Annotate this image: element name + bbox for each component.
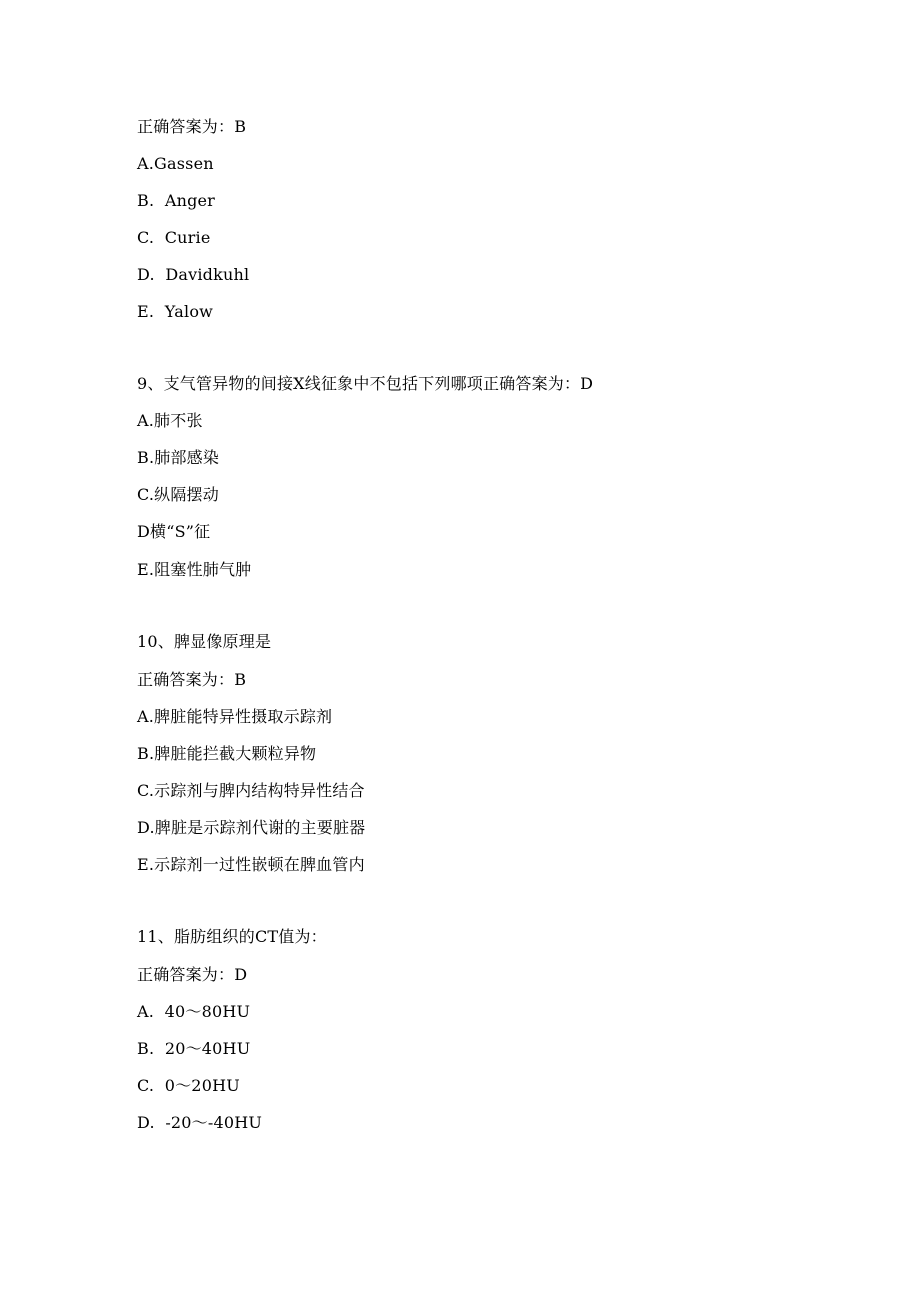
q11-option-c: C. 0～20HU: [137, 1076, 240, 1095]
q10-answer: 正确答案为：B: [137, 670, 247, 689]
q10-question: 10、脾显像原理是: [137, 632, 272, 651]
q8-option-a: A.Gassen: [137, 154, 214, 173]
q9-option-e: E.阻塞性肺气肿: [137, 560, 252, 579]
q8-answer: 正确答案为：B: [137, 117, 247, 136]
q10-option-a: A.脾脏能特异性摄取示踪剂: [137, 707, 333, 726]
q9-option-c: C.纵隔摆动: [137, 485, 219, 504]
q11-option-a: A. 40～80HU: [137, 1002, 251, 1021]
q11-option-b: B. 20～40HU: [137, 1039, 251, 1058]
q8-option-e: E. Yalow: [137, 302, 214, 321]
q8-option-d: D. Davidkuhl: [137, 265, 250, 284]
q11-question: 11、脂肪组织的CT值为：: [137, 927, 327, 946]
q11-option-d: D. -20～-40HU: [137, 1113, 263, 1132]
q9-question: 9、支气管异物的间接X线征象中不包括下列哪项正确答案为：D: [137, 374, 594, 393]
q10-option-c: C.示踪剂与脾内结构特异性结合: [137, 781, 365, 800]
q10-option-d: D.脾脏是示踪剂代谢的主要脏器: [137, 818, 366, 837]
q8-option-c: C. Curie: [137, 228, 211, 247]
q10-option-b: B.脾脏能拦截大颗粒异物: [137, 744, 317, 763]
q11-answer: 正确答案为：D: [137, 965, 248, 984]
q8-option-b: B. Anger: [137, 191, 216, 210]
q9-option-b: B.肺部感染: [137, 448, 220, 467]
q9-option-d: D横“S”征: [137, 522, 211, 541]
q10-option-e: E.示踪剂一过性嵌顿在脾血管内: [137, 855, 365, 874]
q9-option-a: A.肺不张: [137, 411, 203, 430]
